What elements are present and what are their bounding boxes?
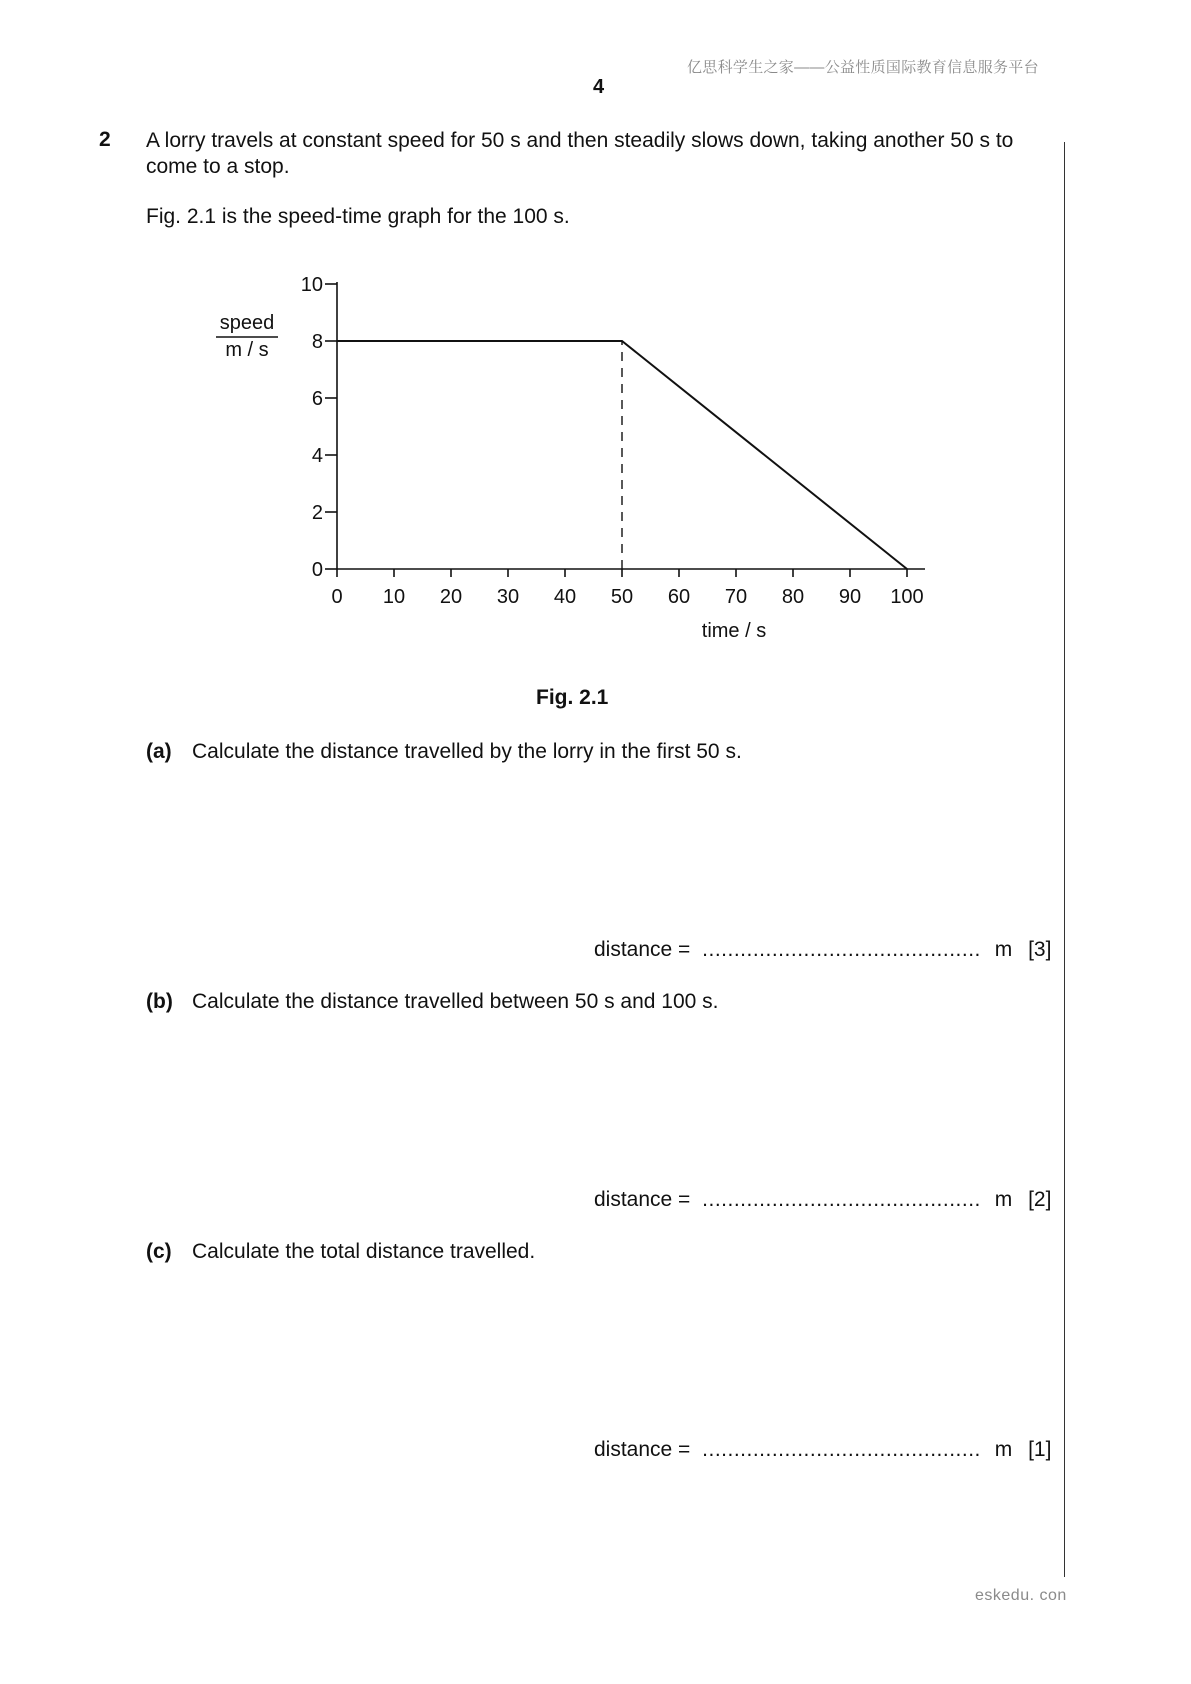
x-tick-label-10: 10: [382, 586, 406, 608]
footer-watermark: eskedu. con: [975, 1587, 1067, 1604]
part-a-answer-label: distance =: [594, 938, 691, 961]
figure-intro: Fig. 2.1 is the speed-time graph for the 100 s.: [146, 205, 570, 228]
part-c-answer-line: [594, 1438, 1051, 1462]
x-axis-label: time / s: [701, 620, 767, 642]
y-tick-label-8: 8: [311, 331, 323, 353]
question-number: 2: [99, 128, 111, 151]
y-tick-label-6: 6: [311, 388, 323, 410]
x-tick-label-40: 40: [553, 586, 577, 608]
part-c-marks: [1]: [1028, 1438, 1052, 1461]
y-tick-label-0: 0: [311, 559, 323, 581]
x-tick-label-80: 80: [781, 586, 805, 608]
part-a-unit: m: [994, 938, 1013, 961]
y-tick-label-2: 2: [311, 502, 323, 524]
y-tick-label-4: 4: [311, 445, 323, 467]
part-b-unit: m: [994, 1188, 1013, 1211]
part-b-answer-label: distance =: [594, 1188, 691, 1211]
figure-caption: Fig. 2.1: [536, 686, 609, 709]
part-b-label: (b): [146, 990, 173, 1013]
part-c-text: Calculate the total distance travelled.: [192, 1240, 536, 1263]
part-a-text: Calculate the distance travelled by the lorry in the first 50 s.: [192, 740, 742, 763]
x-tick-label-0: 0: [331, 586, 343, 608]
x-tick-label-100: 100: [890, 586, 924, 608]
part-b-answer-blank[interactable]: ............................................: [702, 1188, 981, 1211]
x-tick-label-50: 50: [610, 586, 634, 608]
page-number: 4: [593, 76, 605, 98]
part-a-answer-blank[interactable]: ............................................: [702, 938, 981, 961]
part-c-unit: m: [994, 1438, 1013, 1461]
y-axis-label-bottom: m / s: [225, 339, 269, 361]
y-axis-label-top: speed: [219, 312, 275, 334]
x-tick-label-30: 30: [496, 586, 520, 608]
x-tick-label-60: 60: [667, 586, 691, 608]
part-a-marks: [3]: [1028, 938, 1052, 961]
part-a-label: (a): [146, 740, 172, 763]
part-b-text: Calculate the distance travelled between 50 s and 100 s.: [192, 990, 719, 1013]
question-text-line2: come to a stop.: [146, 155, 290, 178]
part-c-answer-blank[interactable]: ............................................: [702, 1438, 981, 1461]
part-c-answer-label: distance =: [594, 1438, 691, 1461]
x-tick-label-70: 70: [724, 586, 748, 608]
y-tick-label-10: 10: [300, 274, 323, 296]
x-tick-label-20: 20: [439, 586, 463, 608]
chart-root: [216, 274, 925, 642]
question-text-line1: A lorry travels at constant speed for 50 s and then steadily slows down, taking another 50 s to: [146, 129, 1014, 152]
x-tick-label-90: 90: [838, 586, 862, 608]
header-watermark: 亿思科学生之家——公益性质国际教育信息服务平台: [687, 59, 1039, 76]
part-a-answer-line: [594, 938, 1051, 962]
part-c-label: (c): [146, 1240, 172, 1263]
speed-time-graph: [0, 0, 1191, 680]
part-b-marks: [2]: [1028, 1188, 1052, 1211]
part-b-answer-line: [594, 1188, 1051, 1212]
